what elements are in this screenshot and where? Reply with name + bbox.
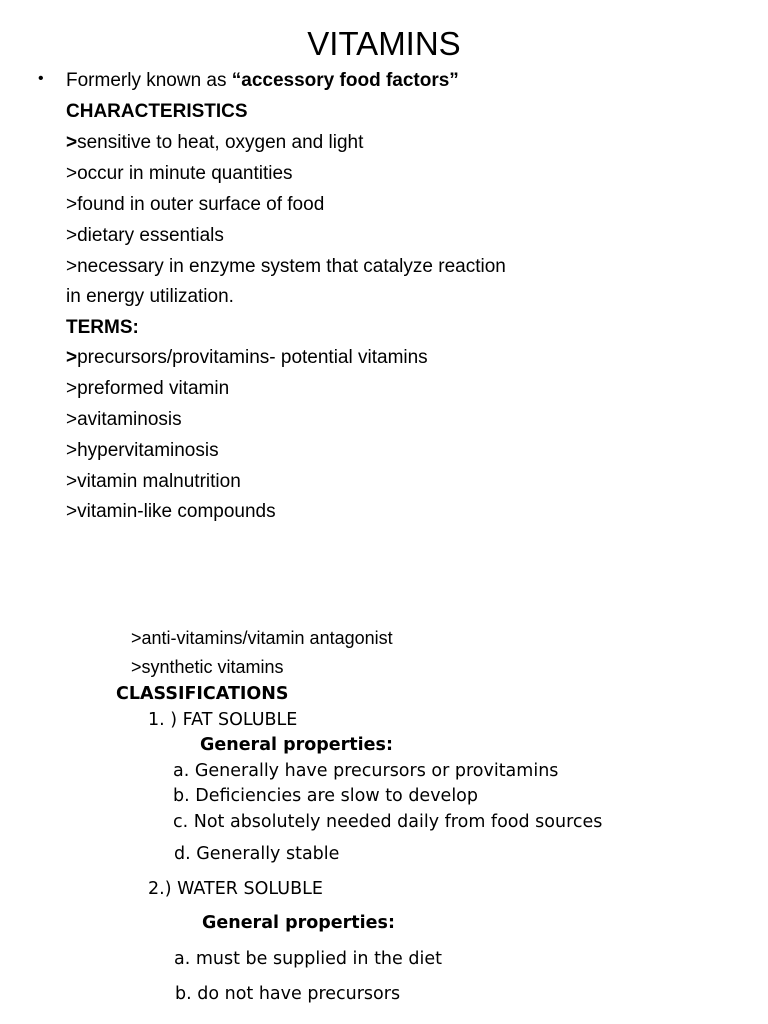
characteristics-heading: CHARACTERISTICS <box>66 101 248 122</box>
fat-soluble-property: c. Not absolutely needed daily from food sources <box>173 812 603 832</box>
characteristic-item: >sensitive to heat, oxygen and light <box>66 132 364 153</box>
term-item: >preformed vitamin <box>66 378 230 399</box>
intro-prefix: Formerly known as <box>66 70 232 91</box>
intro-line <box>66 69 459 93</box>
water-soluble-heading: 2.) WATER SOLUBLE <box>148 879 323 899</box>
classifications-heading: CLASSIFICATIONS <box>116 684 289 704</box>
page-title: VITAMINS <box>307 25 461 62</box>
term-item: >precursors/provitamins- potential vitamins <box>66 347 428 368</box>
terms-heading: TERMS: <box>66 317 139 338</box>
characteristic-item: in energy utilization. <box>66 286 234 307</box>
term-item: >synthetic vitamins <box>131 657 284 677</box>
fat-soluble-property: b. Deficiencies are slow to develop <box>173 786 479 806</box>
fat-soluble-property: a. Generally have precursors or provitamins <box>173 761 559 781</box>
characteristic-item: >dietary essentials <box>66 225 224 246</box>
characteristic-item: >necessary in enzyme system that catalyze reaction <box>66 256 506 277</box>
term-item: >vitamin malnutrition <box>66 471 241 492</box>
characteristic-item: >found in outer surface of food <box>66 194 325 215</box>
term-item: >avitaminosis <box>66 409 182 430</box>
term-item: >anti-vitamins/vitamin antagonist <box>131 628 393 648</box>
fat-soluble-property: d. Generally stable <box>174 844 340 864</box>
characteristic-item: >occur in minute quantities <box>66 163 293 184</box>
fat-soluble-properties-heading: General properties: <box>200 735 393 755</box>
fat-soluble-heading: 1. ) FAT SOLUBLE <box>148 710 298 730</box>
water-soluble-properties-heading: General properties: <box>202 913 395 933</box>
bullet-icon: • <box>38 70 44 87</box>
water-soluble-property: a. must be supplied in the diet <box>174 949 442 969</box>
term-item: >hypervitaminosis <box>66 440 219 461</box>
intro-bold-phrase: “accessory food factors” <box>231 70 459 91</box>
term-item: >vitamin-like compounds <box>66 501 276 522</box>
water-soluble-property: b. do not have precursors <box>175 984 401 1004</box>
